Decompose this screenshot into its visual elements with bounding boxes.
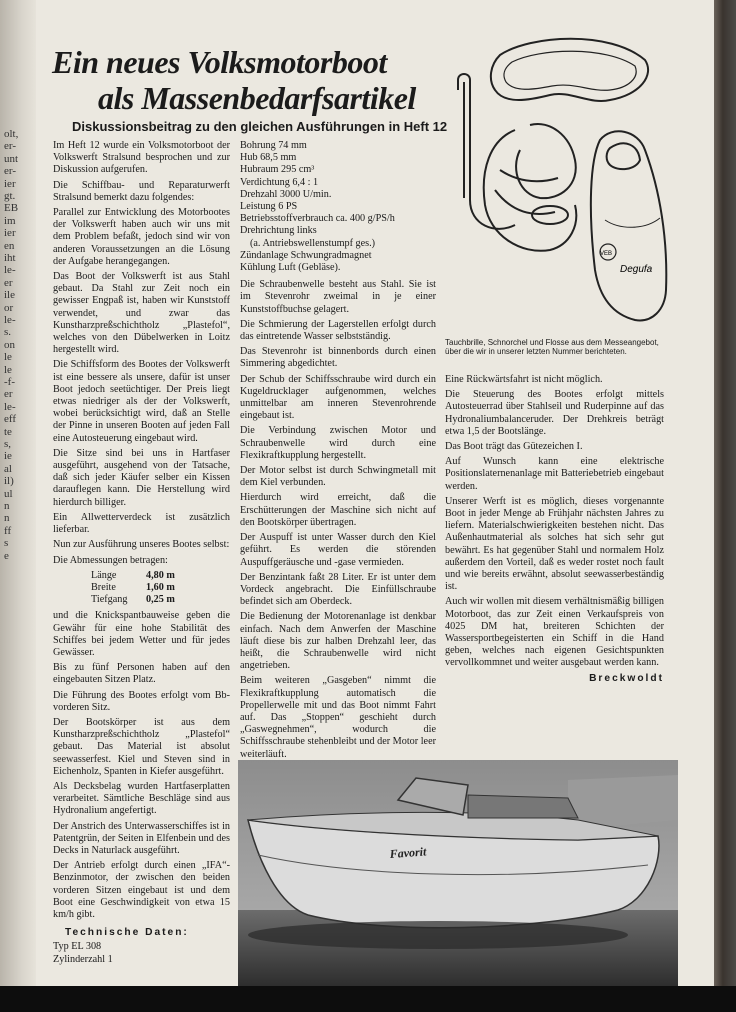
paragraph: Die Schiffbau- und Reparaturwerft Stralsund bemerkt dazu folgendes:	[53, 179, 230, 203]
article-subtitle: Diskussionsbeitrag zu den gleichen Ausführungen in Heft 12	[72, 119, 448, 134]
engine-spec-line: Leistung 6 PS	[240, 201, 298, 213]
paragraph: Die Schiffsform des Bootes der Volkswerft ist eine bessere als unsere, dafür ist unser Boot jedoch seetüchtiger. Der Preis liegt etwas niedriger als der der Volkswerft, wobei berücksichtigt wird, daß an Stelle der Pinne in unseren Booten auf jeden Fall eine Autosteuerung eingebaut wird.	[53, 359, 230, 444]
illustration-caption: Tauchbrille, Schnorchel und Flosse aus dem Messeangebot, über die wir in unserer letzten Nummer berichteten.	[445, 338, 659, 356]
edge-fragment: e	[4, 549, 9, 562]
edge-fragment: al	[4, 462, 12, 475]
edge-fragment: le	[4, 363, 12, 376]
veb-mark: VEB	[600, 251, 613, 257]
swim-fin-drawing	[591, 131, 666, 320]
edge-fragment: s	[4, 537, 9, 550]
edge-fragment: s.	[4, 326, 12, 339]
author-signature: Breckwoldt	[589, 672, 664, 684]
edge-fragment: er	[4, 388, 13, 401]
article-column-2	[240, 140, 436, 764]
paragraph: Die Schraubenwelle besteht aus Stahl. Sie ist im Stevenrohr zweimal in je einer Kunststoffbuchse gelagert.	[240, 279, 436, 315]
tech-spec-line: Typ EL 308	[53, 941, 102, 953]
edge-fragment: il)	[4, 475, 14, 488]
dimension-label: Länge	[91, 569, 117, 581]
diving-mask-drawing	[491, 39, 648, 101]
paragraph: Im Heft 12 wurde ein Volksmotorboot der Volkswerft Stralsund besprochen und zur Diskussion aufgerufen.	[53, 140, 230, 176]
dimension-value: 1,60 m	[146, 581, 175, 593]
edge-fragment: er-	[4, 140, 16, 153]
edge-fragment: olt,	[4, 128, 19, 140]
paragraph: Auf Wunsch kann eine elektrische Positionslaternenanlage mit Batteriebetrieb eingebaut werden.	[445, 456, 664, 492]
engine-spec-line: Verdichtung 6,4 : 1	[240, 176, 319, 188]
engine-spec-line: Drehrichtung links	[240, 225, 317, 237]
paragraph: Auch wir wollen mit diesem verhältnismäßig billigen Motorboot, das zur Zeit einen Verkaufspreis von 4025 DM hat, breiteren Schichten der Wassersportbegeisterten ein Schiff in die Hand geben, welches nach eigenen Gesichtspunkten vervollkommnet und weiter ausgebaut werden kann.	[445, 596, 664, 669]
engine-spec-line: Bohrung 74 mm	[240, 140, 307, 151]
edge-fragment: ile	[4, 289, 15, 302]
paragraph: Der Auspuff ist unter Wasser durch den Kiel geführt. Es werden die störenden Auspuffgeräusche und -gase vermieden.	[240, 532, 436, 568]
paragraph: Das Stevenrohr ist binnenbords durch einen Simmering abgedichtet.	[240, 346, 436, 370]
edge-fragment: gt.	[4, 190, 16, 202]
paragraph: Der Anstrich des Unterwasserschiffes ist in Patentgrün, der Seiten in Elfenbein und des Decks in Naturlack ausgeführt.	[53, 820, 230, 856]
paragraph: Die Verbindung zwischen Motor und Schraubenwelle wird durch eine Flexikraftkupplung hergestellt.	[240, 425, 436, 461]
paragraph: Die Abmessungen betragen:	[53, 554, 168, 566]
paragraph: Nun zur Ausführung unseres Bootes selbst:	[53, 539, 230, 551]
paragraph: Ein Allwetterverdeck ist zusätzlich lieferbar.	[53, 511, 230, 536]
edge-fragment: n	[4, 500, 10, 512]
paragraph: Der Motor selbst ist durch Schwingmetall mit dem Kiel verbunden.	[240, 465, 436, 489]
paragraph: Das Boot trägt das Gütezeichen I.	[445, 441, 583, 453]
article-column-3	[445, 374, 664, 685]
engine-spec-line: Betriebsstoffverbrauch ca. 400 g/PS/h	[240, 213, 395, 225]
technical-data-heading: Technische Daten:	[65, 927, 189, 939]
edge-fragment: on	[4, 338, 15, 351]
edge-fragment: ie	[4, 450, 12, 463]
edge-fragment: unt	[4, 152, 19, 165]
edge-fragment: ul	[4, 487, 13, 500]
paragraph: Die Schmierung der Lagerstellen erfolgt durch das eintretende Wasser selbstständig.	[240, 318, 436, 343]
article-column-1	[53, 140, 230, 966]
paragraph: Unserer Werft ist es möglich, dieses vorgenannte Boot in jeder Menge ab Frühjahr nächsten Jahres zu liefern. Materialschwierigkeiten bestehen nicht. Das Außenhautmaterial als solches hat sich sehr gut bewährt. Es hat gegenüber Stahl und normalem Holz außerdem den Vorteil, daß es weder rostet noch fault und wie bereits erwähnt, absolut seewasserbeständig ist.	[445, 495, 664, 593]
paragraph: Der Bootskörper ist aus dem Kunstharzpreßschichtholz „Plastefol“ gebaut. Das Material ist absolut seewasserfest. Kiel und Steven sind in Eichenholz, Spanten in Kiefer ausgeführt.	[53, 716, 230, 777]
dimension-label: Tiefgang	[91, 594, 128, 606]
boat-photo	[238, 760, 678, 986]
paragraph: Parallel zur Entwicklung des Motorbootes der Volkswerft haben auch wir uns mit dem Problem befaßt, jedoch sind wir von anderen Voraussetzungen an die Lösung der Aufgabe herangegangen.	[53, 207, 230, 267]
engine-spec-line: Zündanlage Schwungradmagnet	[240, 249, 372, 261]
edge-fragment: te	[4, 425, 12, 438]
paragraph: Die Bedienung der Motorenanlage ist denkbar einfach. Nach dem Anwerfen der Maschine läuft diese bis zur halben Drehzahl leer, das heißt, die Schraubenwelle wird nicht angetrieben.	[240, 611, 436, 672]
scan-bottom-border	[0, 986, 736, 1012]
edge-fragment: -f-	[4, 376, 15, 388]
engine-spec-line: Hubraum 295 cm³	[240, 164, 315, 176]
paragraph: Die Sitze sind bei uns in Hartfaser ausgeführt, ausgehend von der Tatsache, daß sich jeder Käufer selber ein Kissen darauflegen kann. Die Herstellung wird hierdurch billiger.	[53, 447, 230, 508]
paragraph: und die Knickspantbauweise geben die Gewähr für eine hohe Stabilität des Schiffes bei jedem Wetter und für jedes Gewässer.	[53, 610, 230, 658]
paragraph: Beim weiteren „Gasgeben“ nimmt die Flexikraftkupplung automatisch die Propellerwelle mit und das Boot nimmt Fahrt auf. Das „Stoppen“ geschieht durch „Gaswegnehmen“, wodurch die Schiffsschraube stehenbleibt und der Motor leer weiterläuft.	[240, 675, 436, 760]
paragraph: Das Boot der Volkswerft ist aus Stahl gebaut. Da Stahl zur Zeit noch ein gewisser Engpaß ist, haben wir Kunststoff verwendet, und zwar das Kunstharzpreßschichtholz „Plastefol“, welches von den Dübelwerken in Loitz hergestellt wird.	[53, 271, 230, 356]
edge-fragment: le-	[4, 264, 16, 277]
paragraph: Der Schub der Schiffsschraube wird durch ein Kugeldrucklager aufgenommen, welches unmittelbar am inneren Stevenrohrende eingebaut ist.	[240, 373, 436, 422]
edge-fragment: le	[4, 351, 12, 364]
edge-fragment: s,	[4, 438, 12, 450]
dimension-value: 4,80 m	[146, 569, 175, 581]
article-title-line-2: als Massenbedarfsartikel	[98, 80, 416, 116]
edge-fragment: ier	[4, 227, 16, 240]
dimension-value: 0,25 m	[146, 594, 175, 606]
paragraph: Hierdurch wird erreicht, daß die Erschütterungen der Maschine sich nicht auf den Bootskörper übertragen.	[240, 492, 436, 528]
boat-name-label: Favorit	[389, 844, 427, 861]
dimension-label: Breite	[91, 581, 116, 593]
dimension-row	[53, 594, 230, 606]
edge-fragment: le-	[4, 314, 16, 326]
edge-fragment: or	[4, 301, 14, 314]
edge-fragment: EB	[4, 202, 19, 215]
article-title-line-1: Ein neues Volksmotorboot	[52, 44, 387, 80]
edge-fragment: eff	[4, 413, 17, 426]
diving-gear-illustration	[440, 20, 670, 340]
engine-spec-line: Hub 68,5 mm	[240, 152, 297, 164]
paragraph: Die Führung des Bootes erfolgt vom Bb-vorderen Sitz.	[53, 689, 230, 713]
edge-fragment: n	[4, 512, 10, 525]
paragraph: Als Decksbelag wurden Hartfaserplatten verarbeitet. Sämtliche Beschläge sind aus Hydronalium angefertigt.	[53, 780, 230, 817]
engine-spec-line: Drehzahl 3000 U/min.	[240, 188, 332, 200]
edge-fragment: ier	[4, 177, 16, 190]
tech-spec-line: Zylinderzahl 1	[53, 953, 113, 965]
snorkel-drawing	[458, 74, 515, 229]
paragraph: Die Steuerung des Bootes erfolgt mittels Autosteuerrad über Stahlseil und Ruderpinne auf das Hydronaliumbalanceruder. Der Drehkreis beträgt etwa 1,5 der Bootslänge.	[445, 389, 664, 437]
dimension-row	[53, 570, 230, 582]
paragraph: Bis zu fünf Personen haben auf den eingebauten Sitzen Platz.	[53, 662, 230, 686]
paragraph: Eine Rückwärtsfahrt ist nicht möglich.	[445, 374, 603, 385]
left-page-edge	[0, 0, 36, 1012]
edge-fragment: er-	[4, 165, 16, 178]
engine-spec-list	[240, 140, 436, 274]
edge-fragment: im	[4, 214, 16, 227]
edge-fragment: ff	[4, 524, 12, 537]
dimensions-table	[53, 570, 230, 607]
paragraph: Der Benzintank faßt 28 Liter. Er ist unter dem Vordeck angebracht. Die Einfüllschraube befindet sich am Oberdeck.	[240, 571, 436, 608]
paragraph: Der Antrieb erfolgt durch einen „IFA“-Benzinmotor, der zwischen den beiden vorderen Sitzen eingebaut ist und dem Boot eine Geschwindigkeit von etwa 15 km/h gibt.	[53, 860, 230, 920]
edge-fragment: er	[4, 276, 13, 289]
engine-spec-line: Kühlung Luft (Gebläse).	[240, 262, 341, 274]
engine-spec-line: (a. Antriebswellenstumpf ges.)	[250, 237, 376, 249]
dimension-row	[53, 582, 230, 594]
book-spine	[714, 0, 736, 1012]
edge-fragment: en	[4, 239, 15, 252]
mask-strap-drawing	[484, 130, 577, 251]
fin-brand-label: Degufa	[620, 264, 653, 275]
edge-fragment: iht	[4, 252, 16, 264]
edge-fragment: le-	[4, 400, 16, 413]
